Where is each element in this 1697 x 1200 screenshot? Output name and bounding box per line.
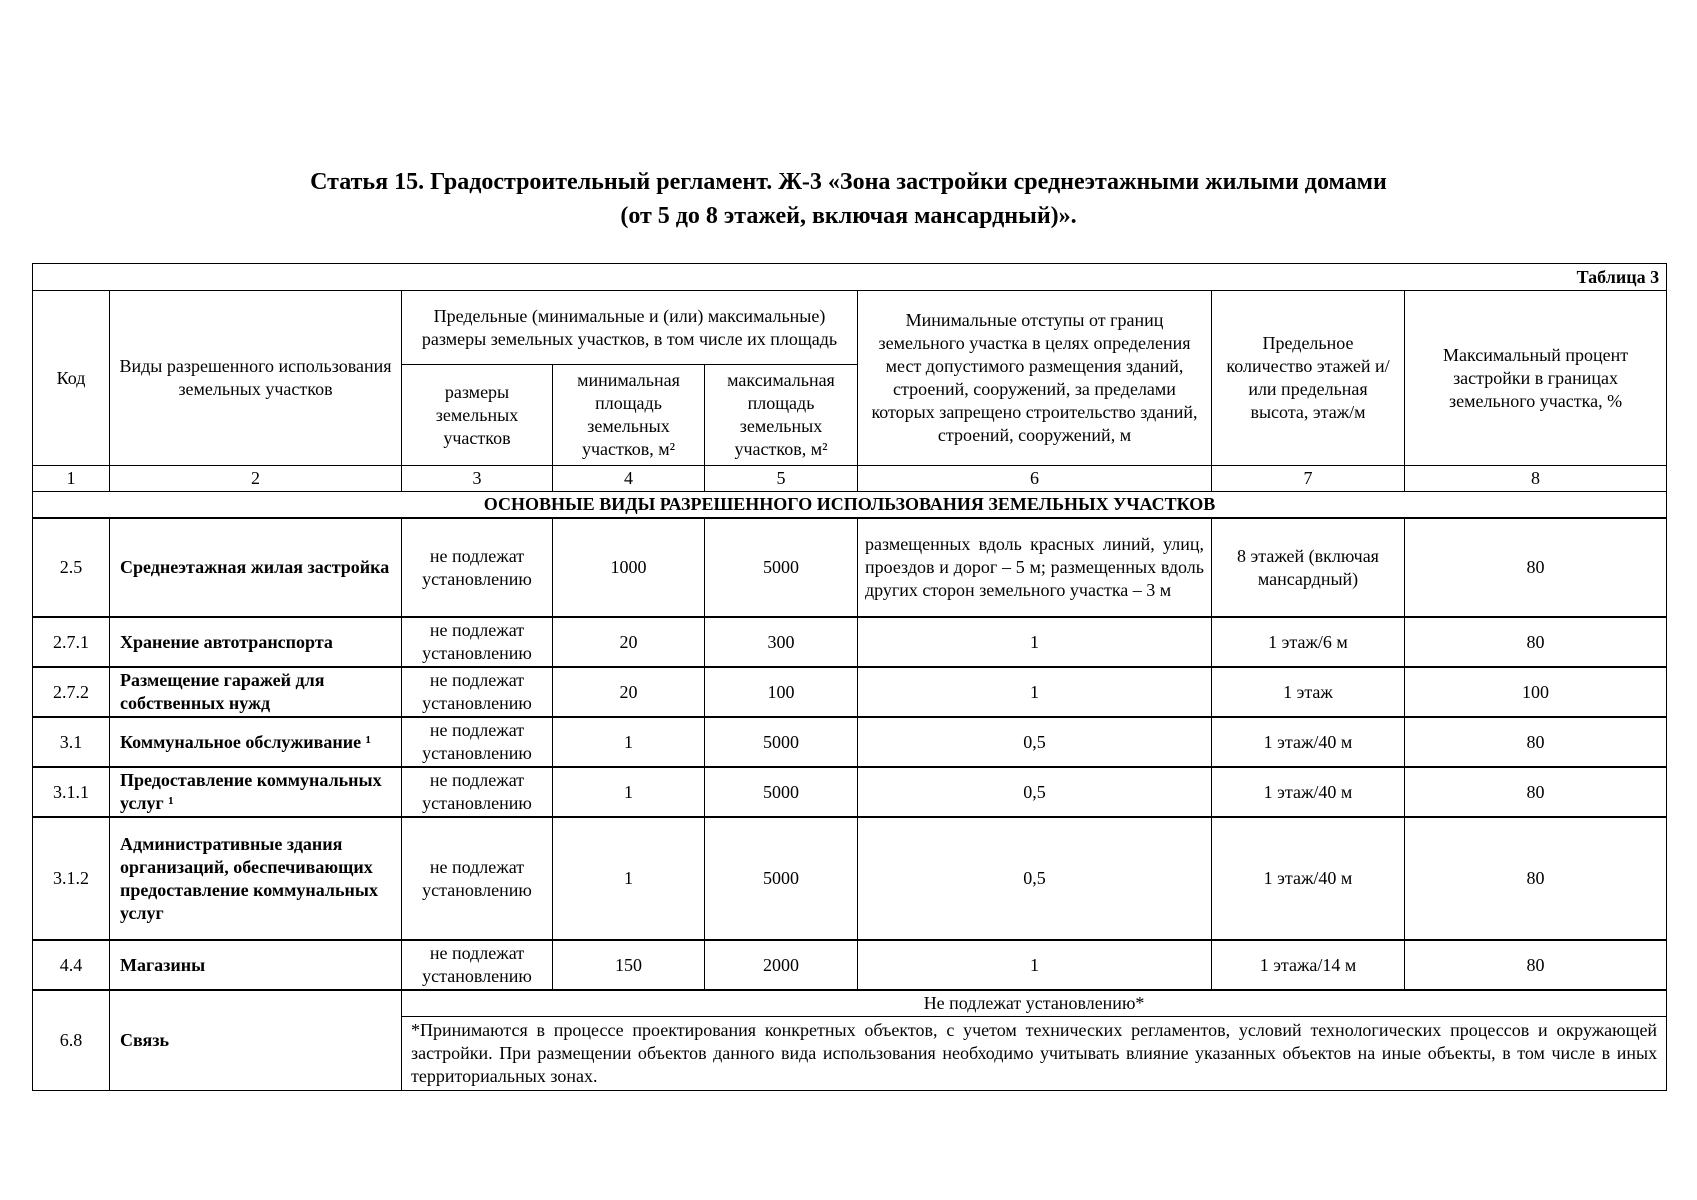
row-offsets: 0,5	[858, 717, 1212, 767]
row-percent: 100	[1405, 667, 1667, 717]
footnote: *Принимаются в процессе проектирования конкретных объектов, с учетом технических регламентов, условий технологических процессов и окружающей застройки. При размещении объектов данного вида использования необходимо учитывать влияние указанных объектов на иные объекты, в том числе в иных территориальных зонах.	[402, 1017, 1667, 1091]
row-sizes: не подлежат установлению	[402, 817, 553, 940]
col-number: 4	[553, 466, 705, 492]
row-code: 2.7.1	[33, 617, 110, 667]
col-number: 7	[1212, 466, 1405, 492]
header-sizes: размеры земельных участков	[402, 365, 553, 466]
row-min-area: 20	[553, 667, 705, 717]
row-code: 2.5	[33, 518, 110, 617]
row-max-area: 2000	[705, 940, 858, 990]
section-title: ОСНОВНЫЕ ВИДЫ РАЗРЕШЕННОГО ИСПОЛЬЗОВАНИЯ ЗЕМЕЛЬНЫХ УЧАСТКОВ	[33, 492, 1667, 519]
table-row	[33, 990, 1667, 1017]
row-floors: 1 этажа/14 м	[1212, 940, 1405, 990]
row-offsets: 1	[858, 667, 1212, 717]
row-percent: 80	[1405, 940, 1667, 990]
row-offsets: 1	[858, 940, 1212, 990]
row-sizes: не подлежат установлению	[402, 940, 553, 990]
row-code: 3.1.2	[33, 817, 110, 940]
table-row	[33, 817, 1667, 940]
table-row	[33, 617, 1667, 667]
row-sizes: не подлежат установлению	[402, 717, 553, 767]
header-limits: Предельные (минимальные и (или) максимальные) размеры земельных участков, в том числе их площадь	[402, 291, 858, 365]
row-floors: 1 этаж/40 м	[1212, 817, 1405, 940]
header-code: Код	[33, 291, 110, 466]
row-code: 6.8	[33, 990, 110, 1091]
table-label: Таблица 3	[33, 264, 1667, 291]
row-max-area: 5000	[705, 518, 858, 617]
row-code: 4.4	[33, 940, 110, 990]
header-max-percent: Максимальный процент застройки в границах земельного участка, %	[1405, 291, 1667, 466]
row-min-area: 1000	[553, 518, 705, 617]
row-min-area: 150	[553, 940, 705, 990]
row-name: Коммунальное обслуживание ¹	[110, 717, 402, 767]
row-min-area: 1	[553, 767, 705, 817]
title-line-1: Статья 15. Градостроительный регламент. Ж-3 «Зона застройки среднеэтажными жилыми домами	[310, 169, 1387, 195]
row-max-area: 5000	[705, 717, 858, 767]
header-types: Виды разрешенного использования земельных участков	[110, 291, 402, 466]
row-max-area: 100	[705, 667, 858, 717]
row-name: Магазины	[110, 940, 402, 990]
row-name: Предоставление коммунальных услуг ¹	[110, 767, 402, 817]
table-row	[33, 940, 1667, 990]
row-offsets: 0,5	[858, 767, 1212, 817]
header-min-area: минимальная площадь земельных участков, м²	[553, 365, 705, 466]
row-floors: 1 этаж/40 м	[1212, 717, 1405, 767]
row-name: Связь	[110, 990, 402, 1091]
row-code: 3.1	[33, 717, 110, 767]
row-offsets: 1	[858, 617, 1212, 667]
row-percent: 80	[1405, 717, 1667, 767]
col-number: 5	[705, 466, 858, 492]
row-code: 2.7.2	[33, 667, 110, 717]
col-number: 3	[402, 466, 553, 492]
row-min-area: 20	[553, 617, 705, 667]
page-title	[0, 165, 1697, 233]
title-line-2: (от 5 до 8 этажей, включая мансардный)».	[620, 203, 1077, 229]
row-percent: 80	[1405, 617, 1667, 667]
row-floors: 1 этаж/6 м	[1212, 617, 1405, 667]
row-percent: 80	[1405, 817, 1667, 940]
table-row	[33, 767, 1667, 817]
row-name: Размещение гаражей для собственных нужд	[110, 667, 402, 717]
row-floors: 1 этаж	[1212, 667, 1405, 717]
row-offsets: 0,5	[858, 817, 1212, 940]
header-max-area: максимальная площадь земельных участков, м²	[705, 365, 858, 466]
regulation-table	[32, 263, 1667, 1091]
row-min-area: 1	[553, 717, 705, 767]
header-floors: Предельное количество этажей и/или предельная высота, этаж/м	[1212, 291, 1405, 466]
table-row	[33, 518, 1667, 617]
col-number: 6	[858, 466, 1212, 492]
row-sizes: не подлежат установлению	[402, 617, 553, 667]
row-sizes: не подлежат установлению	[402, 667, 553, 717]
row-sizes: не подлежат установлению	[402, 518, 553, 617]
col-number: 8	[1405, 466, 1667, 492]
row-offsets: размещенных вдоль красных линий, улиц, проездов и дорог – 5 м; размещенных вдоль других сторон земельного участка – 3 м	[858, 518, 1212, 617]
row-max-area: 300	[705, 617, 858, 667]
row-floors: 1 этаж/40 м	[1212, 767, 1405, 817]
col-number: 1	[33, 466, 110, 492]
col-number: 2	[110, 466, 402, 492]
table-row	[33, 667, 1667, 717]
row-code: 3.1.1	[33, 767, 110, 817]
row-percent: 80	[1405, 767, 1667, 817]
row-name: Административные здания организаций, обеспечивающих предоставление коммунальных услуг	[110, 817, 402, 940]
row-max-area: 5000	[705, 817, 858, 940]
header-offsets: Минимальные отступы от границ земельного участка в целях определения мест допустимого размещения зданий, строений, сооружений, за пределами которых запрещено строительство зданий, строений, сооружений, м	[858, 291, 1212, 466]
row-name: Среднеэтажная жилая застройка	[110, 518, 402, 617]
row-name: Хранение автотранспорта	[110, 617, 402, 667]
row-sizes: не подлежат установлению	[402, 767, 553, 817]
row-floors: 8 этажей (включая мансардный)	[1212, 518, 1405, 617]
row-max-area: 5000	[705, 767, 858, 817]
row-value: Не подлежат установлению*	[402, 990, 1667, 1017]
row-min-area: 1	[553, 817, 705, 940]
table-row	[33, 717, 1667, 767]
row-percent: 80	[1405, 518, 1667, 617]
